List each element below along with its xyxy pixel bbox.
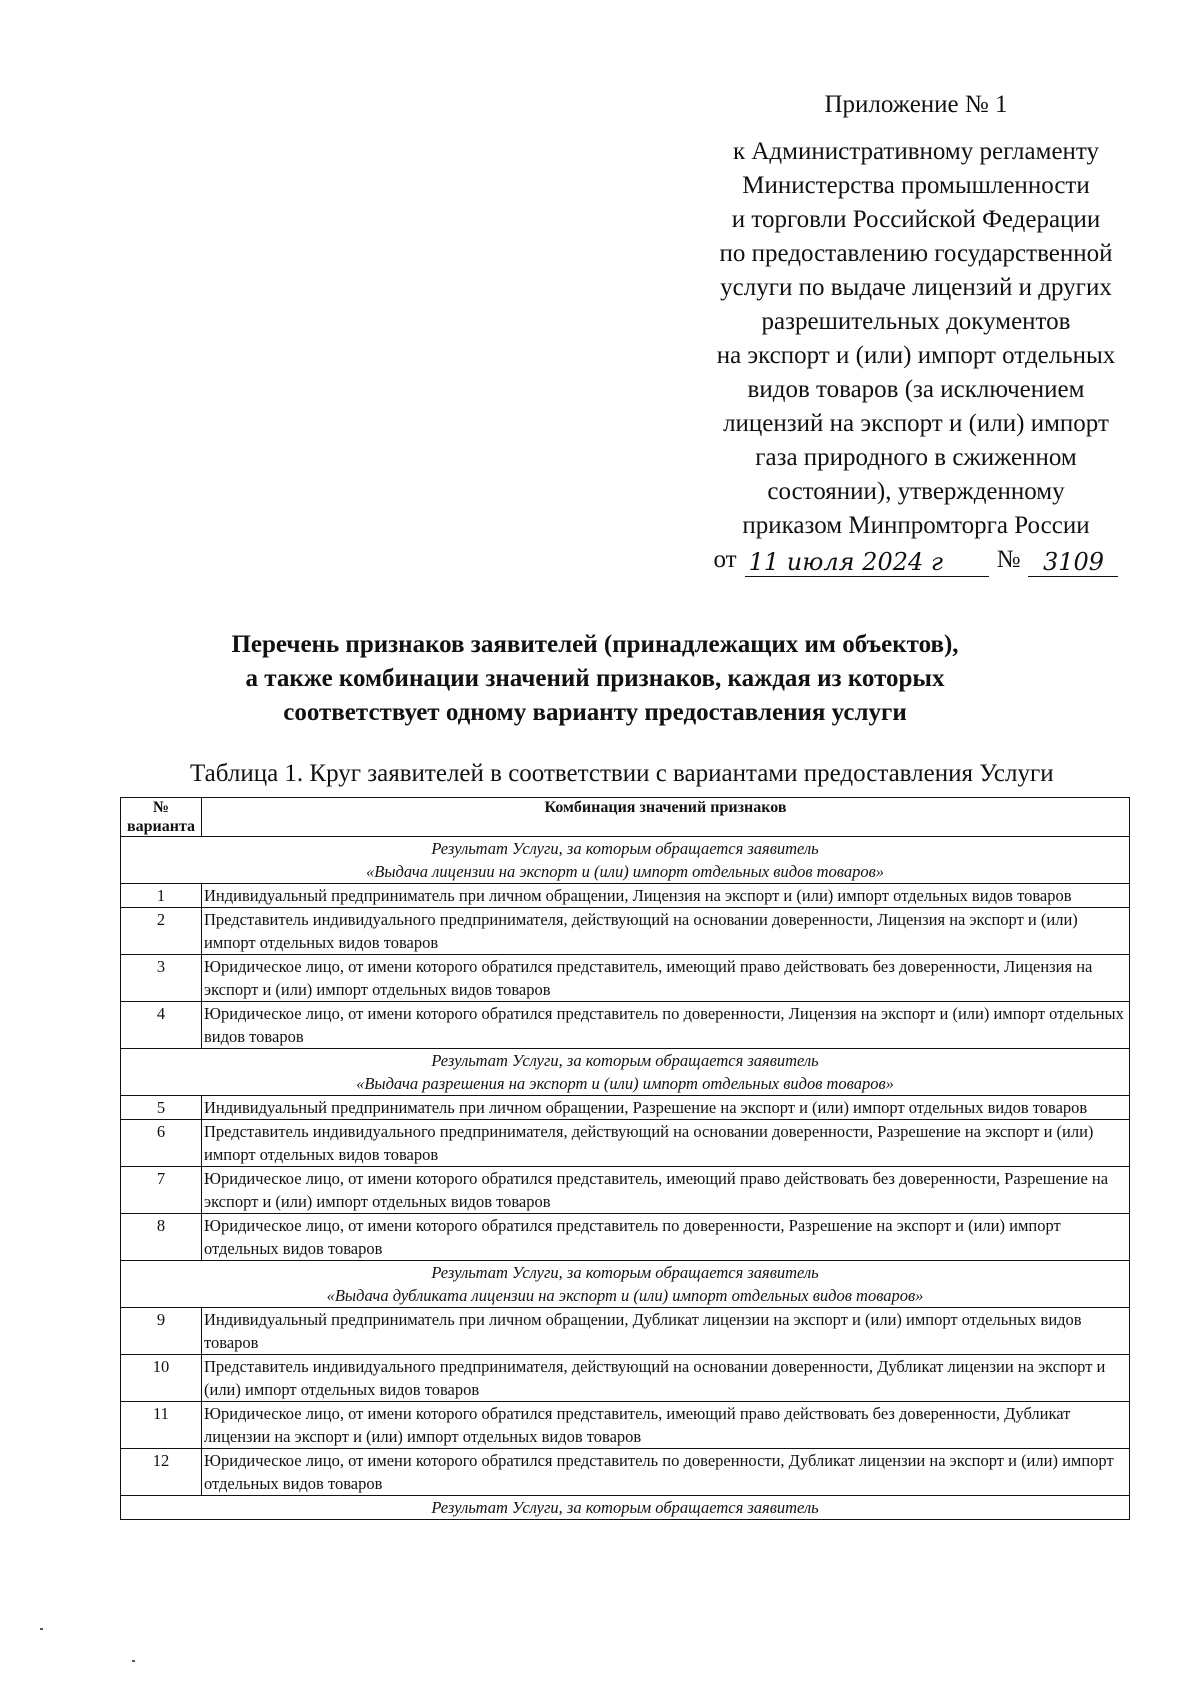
appendix-line: лицензий на экспорт и (или) импорт [723,410,1109,437]
section-cell [121,1496,1130,1520]
section-row [121,1496,1130,1520]
section-cell [121,1049,1130,1096]
variant-number: 9 [121,1308,202,1355]
appendix-line: на экспорт и (или) импорт отдельных [716,342,1116,369]
appendix-line: Министерства промышленности [742,172,1090,199]
variant-number: 6 [121,1120,202,1167]
section-title: «Выдача разрешения на экспорт и (или) импорт отдельных видов товаров» [356,1074,894,1093]
appendix-line: и торговли Российской Федерации [731,206,1101,233]
order-date-number-line [686,543,1146,577]
combination-text: Представитель индивидуального предпринимателя, действующий на основании доверенности, Дубликат лицензии на экспорт и (или) импорт отдельных видов товаров [202,1355,1130,1402]
appendix-line: услуги по выдаче лицензий и других [720,274,1112,301]
section-label: Результат Услуги, за которым обращается заявитель [431,1263,819,1282]
section-row [121,837,1130,884]
table-row [121,1214,1130,1261]
combination-text: Юридическое лицо, от имени которого обратился представитель, имеющий право действовать без доверенности, Лицензия на экспорт и (или) импорт отдельных видов товаров [202,955,1130,1002]
section-label: Результат Услуги, за которым обращается заявитель [431,1051,819,1070]
variant-number: 2 [121,908,202,955]
table-row [121,1355,1130,1402]
section-label: Результат Услуги, за которым обращается заявитель [431,839,819,858]
date-prefix: от [713,546,737,573]
number-prefix: № [996,546,1021,573]
appendix-line: приказом Минпромторга России [742,512,1090,539]
combination-text: Юридическое лицо, от имени которого обратился представитель по доверенности, Лицензия на экспорт и (или) импорт отдельных видов товаров [202,1002,1130,1049]
section-row [121,1049,1130,1096]
table-row [121,1402,1130,1449]
appendix-line: к Административному регламенту [732,138,1100,165]
combination-text: Представитель индивидуального предпринимателя, действующий на основании доверенности, Разрешение на экспорт и (или) импорт отдельных видов товаров [202,1120,1130,1167]
table-row [121,1449,1130,1496]
appendix-line: состоянии), утвержденному [767,478,1065,505]
variant-number: 1 [121,884,202,908]
table-row [121,955,1130,1002]
combination-text: Индивидуальный предприниматель при личном обращении, Лицензия на экспорт и (или) импорт отдельных видов товаров [202,884,1130,908]
header-num-symbol: № [152,799,170,816]
table-header-row [121,798,1130,837]
combination-text: Индивидуальный предприниматель при личном обращении, Разрешение на экспорт и (или) импорт отдельных видов товаров [202,1096,1130,1120]
applicants-table [120,797,1130,1520]
document-heading [120,628,1070,730]
table-row [121,1167,1130,1214]
header-num-label: варианта [126,818,196,835]
section-title: «Выдача дубликата лицензии на экспорт и (или) импорт отдельных видов товаров» [326,1286,924,1305]
appendix-line: разрешительных документов [761,308,1071,335]
combination-text: Индивидуальный предприниматель при личном обращении, Дубликат лицензии на экспорт и (или) импорт отдельных видов товаров [202,1308,1130,1355]
table-row [121,1002,1130,1049]
appendix-line: видов товаров (за исключением [747,376,1085,403]
variant-number: 8 [121,1214,202,1261]
appendix-title: Приложение № 1 [824,91,1008,118]
variant-number: 7 [121,1167,202,1214]
appendix-line: по предоставлению государственной [719,240,1113,267]
table-row [121,1096,1130,1120]
variant-number: 5 [121,1096,202,1120]
section-cell [121,837,1130,884]
variant-number: 3 [121,955,202,1002]
heading-line: Перечень признаков заявителей (принадлежащих им объектов), [231,631,959,658]
section-cell [121,1261,1130,1308]
combination-text: Юридическое лицо, от имени которого обратился представитель по доверенности, Разрешение на экспорт и (или) импорт отдельных видов товаров [202,1214,1130,1261]
section-row [121,1261,1130,1308]
combination-header: Комбинация значений признаков [202,798,1130,837]
table-row [121,884,1130,908]
variant-number: 4 [121,1002,202,1049]
handwritten-date: 11 июля 2024 г [745,548,989,577]
combination-text: Юридическое лицо, от имени которого обратился представитель по доверенности, Дубликат лицензии на экспорт и (или) импорт отдельных видов товаров [202,1449,1130,1496]
variant-number: 11 [121,1402,202,1449]
variant-number: 12 [121,1449,202,1496]
combination-text: Представитель индивидуального предпринимателя, действующий на основании доверенности, Лицензия на экспорт и (или) импорт отдельных видов товаров [202,908,1130,955]
combination-text: Юридическое лицо, от имени которого обратился представитель, имеющий право действовать без доверенности, Дубликат лицензии на экспорт и (или) импорт отдельных видов товаров [202,1402,1130,1449]
table-caption: Таблица 1. Круг заявителей в соответствии с вариантами предоставления Услуги [190,760,1054,787]
section-label: Результат Услуги, за которым обращается заявитель [431,1498,819,1517]
variant-number: 10 [121,1355,202,1402]
appendix-line: газа природного в сжиженном [755,444,1077,471]
scan-speck [40,1628,43,1630]
appendix-block [686,88,1146,577]
table-row [121,1120,1130,1167]
scan-speck [132,1660,135,1662]
handwritten-number: 3109 [1028,548,1118,577]
table-row [121,908,1130,955]
combination-text: Юридическое лицо, от имени которого обратился представитель, имеющий право действовать без доверенности, Разрешение на экспорт и (или) импорт отдельных видов товаров [202,1167,1130,1214]
heading-line: соответствует одному варианту предоставления услуги [283,699,907,726]
heading-line: а также комбинации значений признаков, каждая из которых [245,665,945,692]
section-title: «Выдача лицензии на экспорт и (или) импорт отдельных видов товаров» [366,862,884,881]
table-row [121,1308,1130,1355]
variant-number-header [121,798,202,837]
